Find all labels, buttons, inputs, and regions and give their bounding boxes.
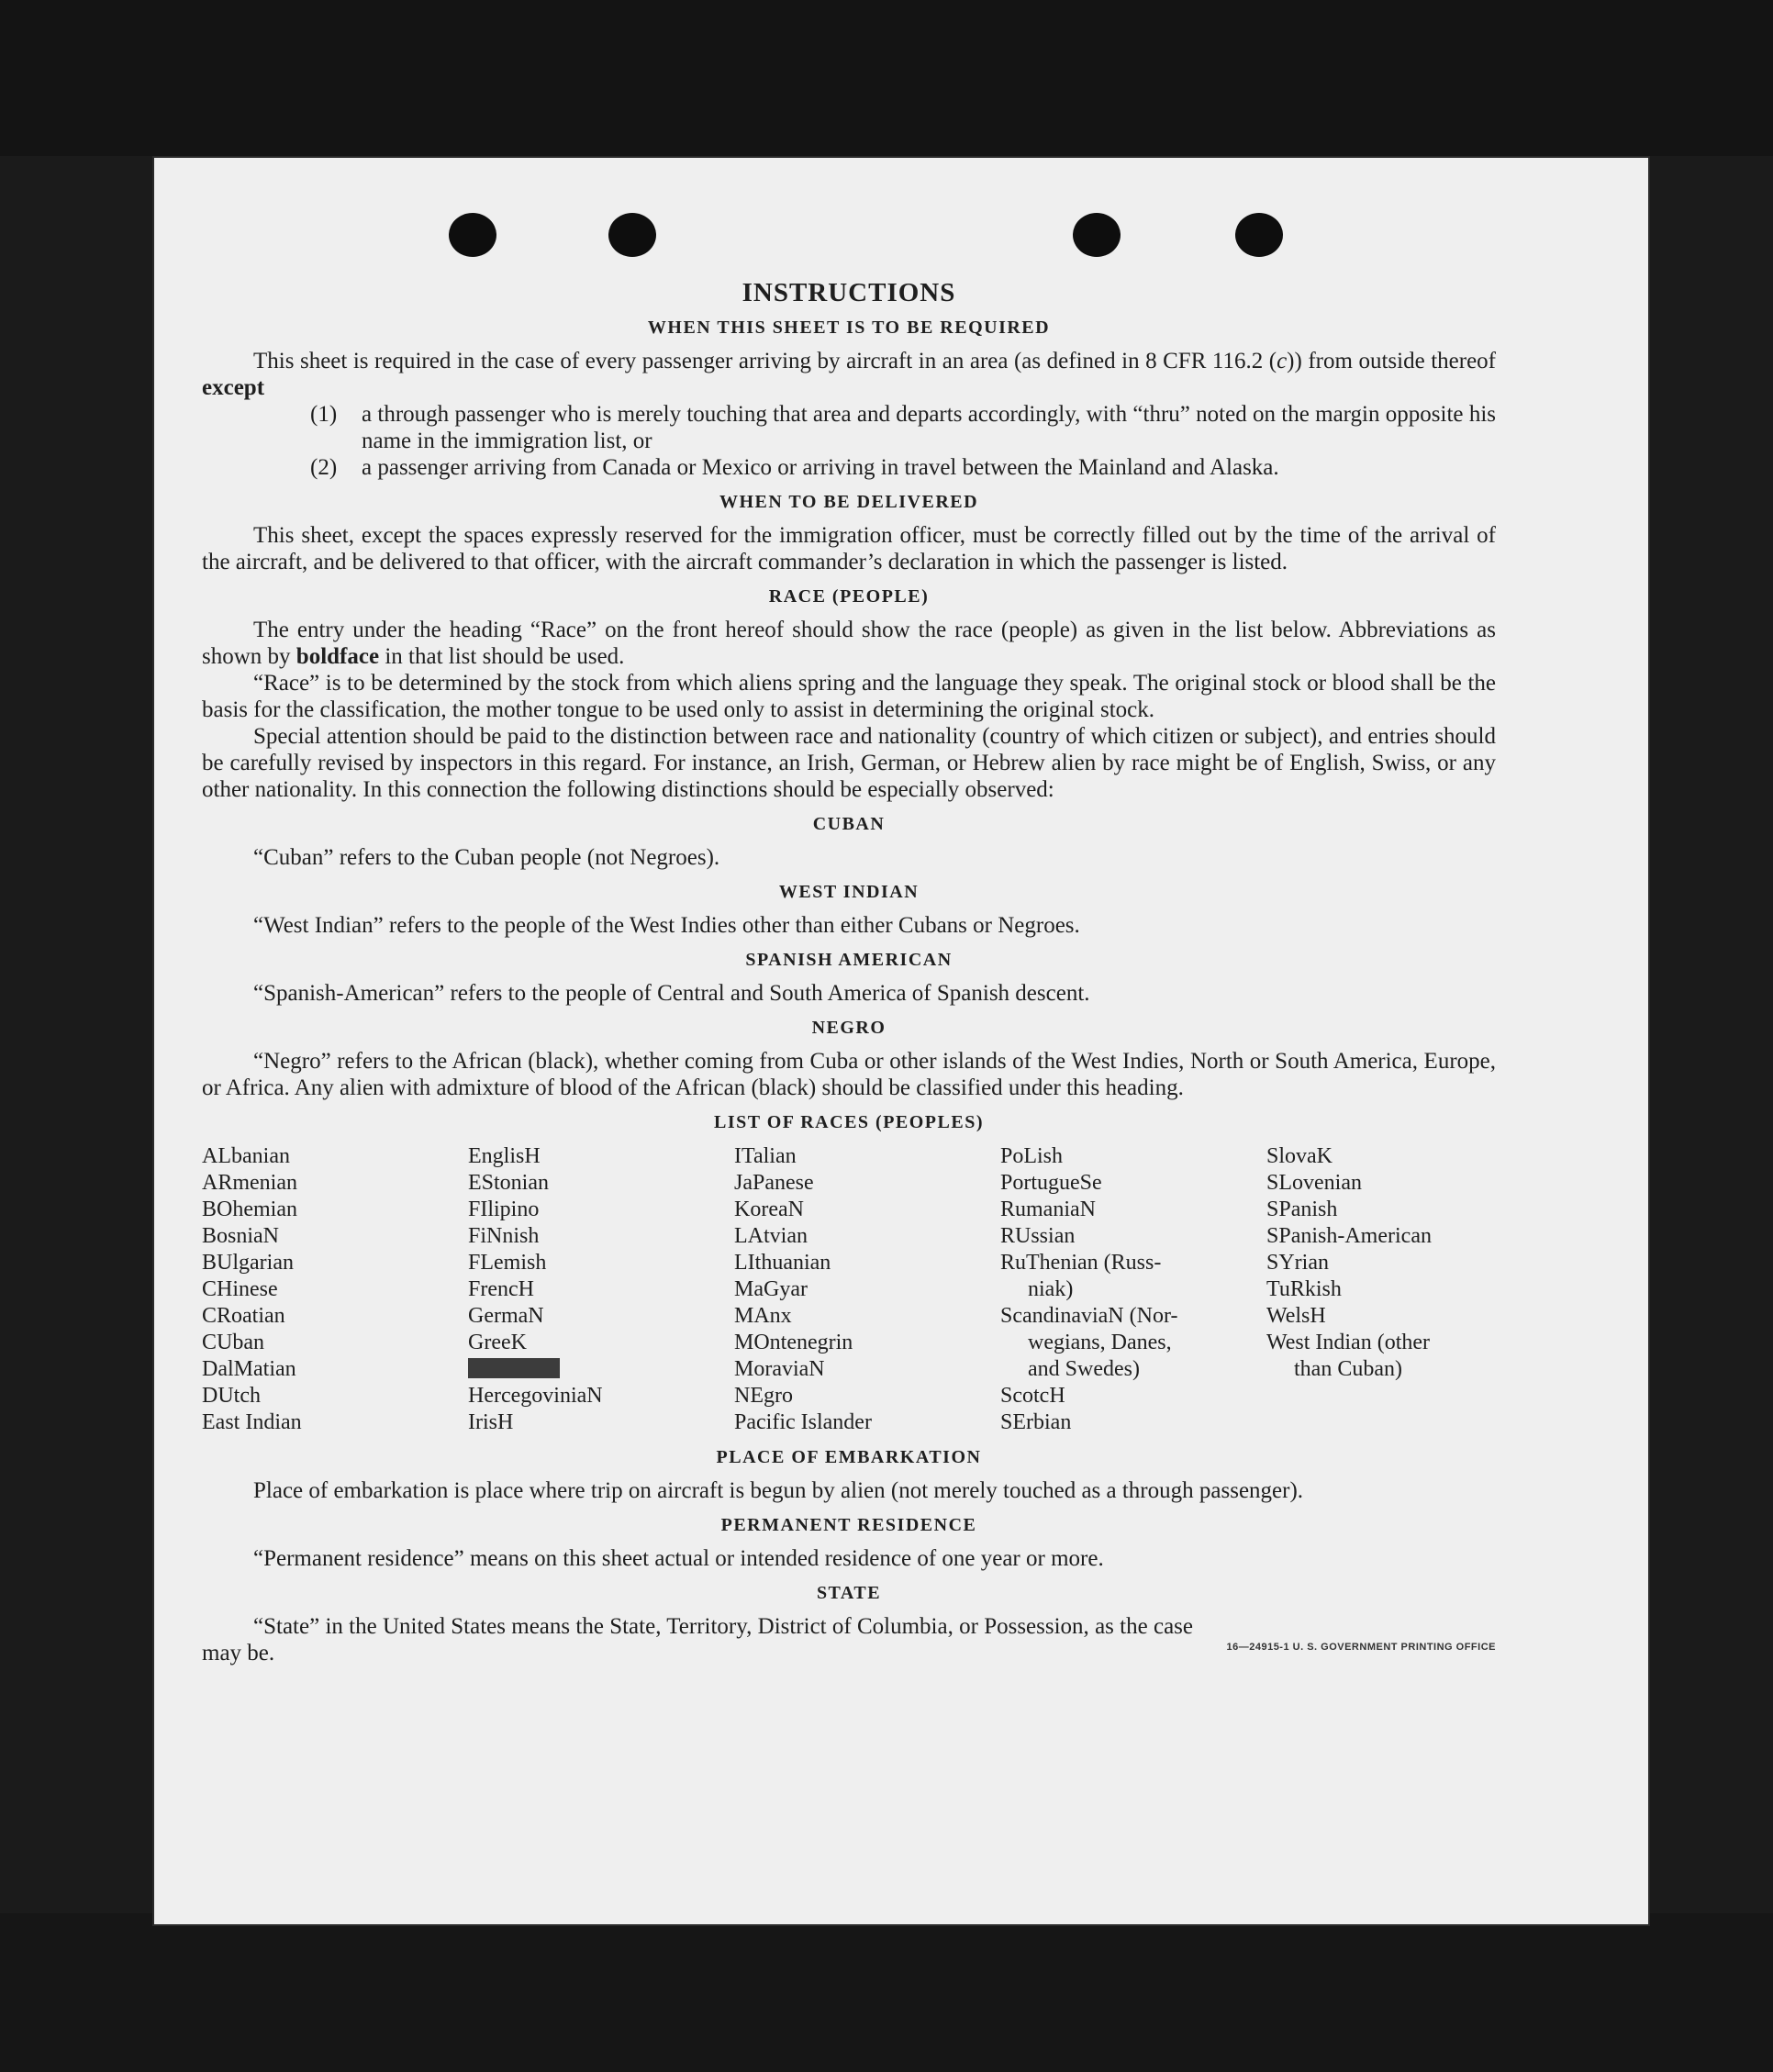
paragraph-race-1: The entry under the heading “Race” on the front hereof should show the race (people) as given in the list below. Abbreviations as shown by boldface in that list should be used. [202,618,1496,669]
race-entry: Pacific Islander [734,1410,872,1434]
race-entry: DUtch [202,1384,261,1408]
race-entry: FrencH [468,1277,534,1301]
race-entry: WelsH [1266,1304,1326,1328]
race-entry: KoreaN [734,1198,804,1221]
paragraph-negro: “Negro” refers to the African (black), whether coming from Cuba or other islands of the West Indies, North or South America, Europe, or Africa. Any alien with admixture of blood of the African (black) should be classified under this heading. [202,1049,1496,1100]
paragraph-state: “State” in the United States means the State, Territory, District of Columbia, or Possession, as the case may be. [202,1614,1193,1665]
race-entry: MOntenegrin [734,1331,853,1354]
paragraph-embarkation: Place of embarkation is place where trip on aircraft is begun by alien (not merely touched as a through passenger). [253,1478,1304,1503]
race-entry: SlovaK [1266,1144,1333,1168]
race-entry: FIlipino [468,1198,540,1221]
race-entry: HercegoviniaN [468,1384,603,1408]
punch-hole [449,213,496,257]
heading-spanish-american: SPANISH AMERICAN [745,950,953,970]
race-entry: ScandinaviaN (Nor- [1000,1304,1178,1328]
races-column-1 [202,1143,468,1436]
race-entry: CRoatian [202,1304,285,1328]
race-entry: East Indian [202,1410,302,1434]
instructions-content [202,280,1496,1666]
race-entry: RumaniaN [1000,1198,1096,1221]
race-entry: CUban [202,1331,264,1354]
paragraph-permanent-residence: “Permanent residence” means on this sheet actual or intended residence of one year or more. [253,1546,1104,1571]
races-column-3 [734,1143,1000,1436]
scan-border-bottom [0,1913,1773,2072]
race-entry-continuation: niak) [1028,1277,1074,1301]
paragraph-race-2: “Race” is to be determined by the stock from which aliens spring and the language they speak. The original stock or blood shall be the basis for the classification, the mother tongue to be used only to assist in determining the original stock. [202,671,1496,722]
race-entry: EStonian [468,1171,549,1195]
races-column-2 [468,1143,734,1436]
paragraph-when-delivered: This sheet, except the spaces expressly reserved for the immigration officer, must be correctly filled out by the time of the arrival of the aircraft, and be delivered to that officer, with the aircraft commander’s declaration in which the passenger is listed. [202,523,1496,574]
race-entry: SLovenian [1266,1171,1362,1195]
printer-imprint: 16—24915-1 U. S. GOVERNMENT PRINTING OFFICE [1226,1642,1496,1653]
list-item: (1) a through passenger who is merely touching that area and departs accordingly, with “thru” noted on the margin opposite his name in the immigration list, or [310,402,1496,453]
race-entry: West Indian (other [1266,1331,1431,1354]
race-entry: RUssian [1000,1224,1076,1248]
punch-hole [1235,213,1283,257]
race-entry: FLemish [468,1251,547,1275]
scan-border-top [0,0,1773,156]
heading-permanent-residence: PERMANENT RESIDENCE [720,1515,977,1535]
race-entry: BOhemian [202,1198,297,1221]
race-entry: CHinese [202,1277,278,1301]
race-entry: LIthuanian [734,1251,831,1275]
race-entry: PortugueSe [1000,1171,1102,1195]
list-item: (2) a passenger arriving from Canada or Mexico or arriving in travel between the Mainland and Alaska. [310,455,1279,480]
heading-list-of-races: LIST OF RACES (PEOPLES) [713,1112,984,1132]
redaction-mark [468,1358,560,1378]
race-entry: ALbanian [202,1144,290,1168]
heading-when-delivered: WHEN TO BE DELIVERED [719,492,979,512]
races-list [202,1143,1496,1436]
race-entry: SPanish [1266,1198,1338,1221]
footer-row [202,1613,1496,1666]
race-entry: NEgro [734,1384,793,1408]
races-column-5 [1266,1143,1496,1436]
race-entry-continuation: wegians, Danes, [1028,1331,1172,1354]
race-entry: RuThenian (Russ- [1000,1251,1162,1275]
race-entry: JaPanese [734,1171,814,1195]
redacted-race-entry [468,1356,734,1383]
paragraph-race-3: Special attention should be paid to the distinction between race and nationality (country of which citizen or subject), and entries should be carefully revised by inspectors in this regard. For instance, an Irish, German, or Hebrew alien by race might be of English, Swiss, or any other nationality. In this connection the following distinctions should be especially observed: [202,724,1496,802]
heading-embarkation: PLACE OF EMBARKATION [716,1447,982,1467]
race-entry: GermaN [468,1304,544,1328]
race-entry: ScotcH [1000,1384,1065,1408]
race-entry: BUlgarian [202,1251,294,1275]
race-entry: SErbian [1000,1410,1072,1434]
heading-race: RACE (PEOPLE) [768,586,930,607]
heading-cuban: CUBAN [812,814,886,834]
race-entry: EnglisH [468,1144,541,1168]
heading-when-required: WHEN THIS SHEET IS TO BE REQUIRED [647,317,1051,338]
race-entry: ARmenian [202,1171,297,1195]
heading-negro: NEGRO [811,1018,886,1038]
race-entry: MoraviaN [734,1357,825,1381]
paragraph-west-indian: “West Indian” refers to the people of the West Indies other than either Cubans or Negroes. [253,913,1080,938]
race-entry: GreeK [468,1331,527,1354]
paragraph-cuban: “Cuban” refers to the Cuban people (not Negroes). [253,845,720,870]
heading-west-indian: WEST INDIAN [778,882,920,902]
race-entry: ITalian [734,1144,797,1168]
race-entry: LAtvian [734,1224,808,1248]
race-entry: FiNnish [468,1224,540,1248]
race-entry: SPanish-American [1266,1224,1432,1248]
race-entry: DalMatian [202,1357,296,1381]
races-column-4 [1000,1143,1266,1436]
race-entry-continuation: and Swedes) [1028,1357,1140,1381]
page-title: INSTRUCTIONS [742,278,956,307]
paragraph-when-required: This sheet is required in the case of every passenger arriving by aircraft in an area (as defined in 8 CFR 116.2 (c)) from outside thereof except [202,349,1496,400]
race-entry: PoLish [1000,1144,1064,1168]
race-entry-continuation: than Cuban) [1294,1357,1402,1381]
race-entry: BosniaN [202,1224,279,1248]
race-entry: SYrian [1266,1251,1329,1275]
race-entry: IrisH [468,1410,514,1434]
race-entry: TuRkish [1266,1277,1342,1301]
heading-state: STATE [816,1583,882,1603]
punch-hole [1073,213,1121,257]
race-entry: MAnx [734,1304,792,1328]
paragraph-spanish-american: “Spanish-American” refers to the people of Central and South America of Spanish descent. [253,981,1090,1006]
punch-hole [608,213,656,257]
race-entry: MaGyar [734,1277,808,1301]
